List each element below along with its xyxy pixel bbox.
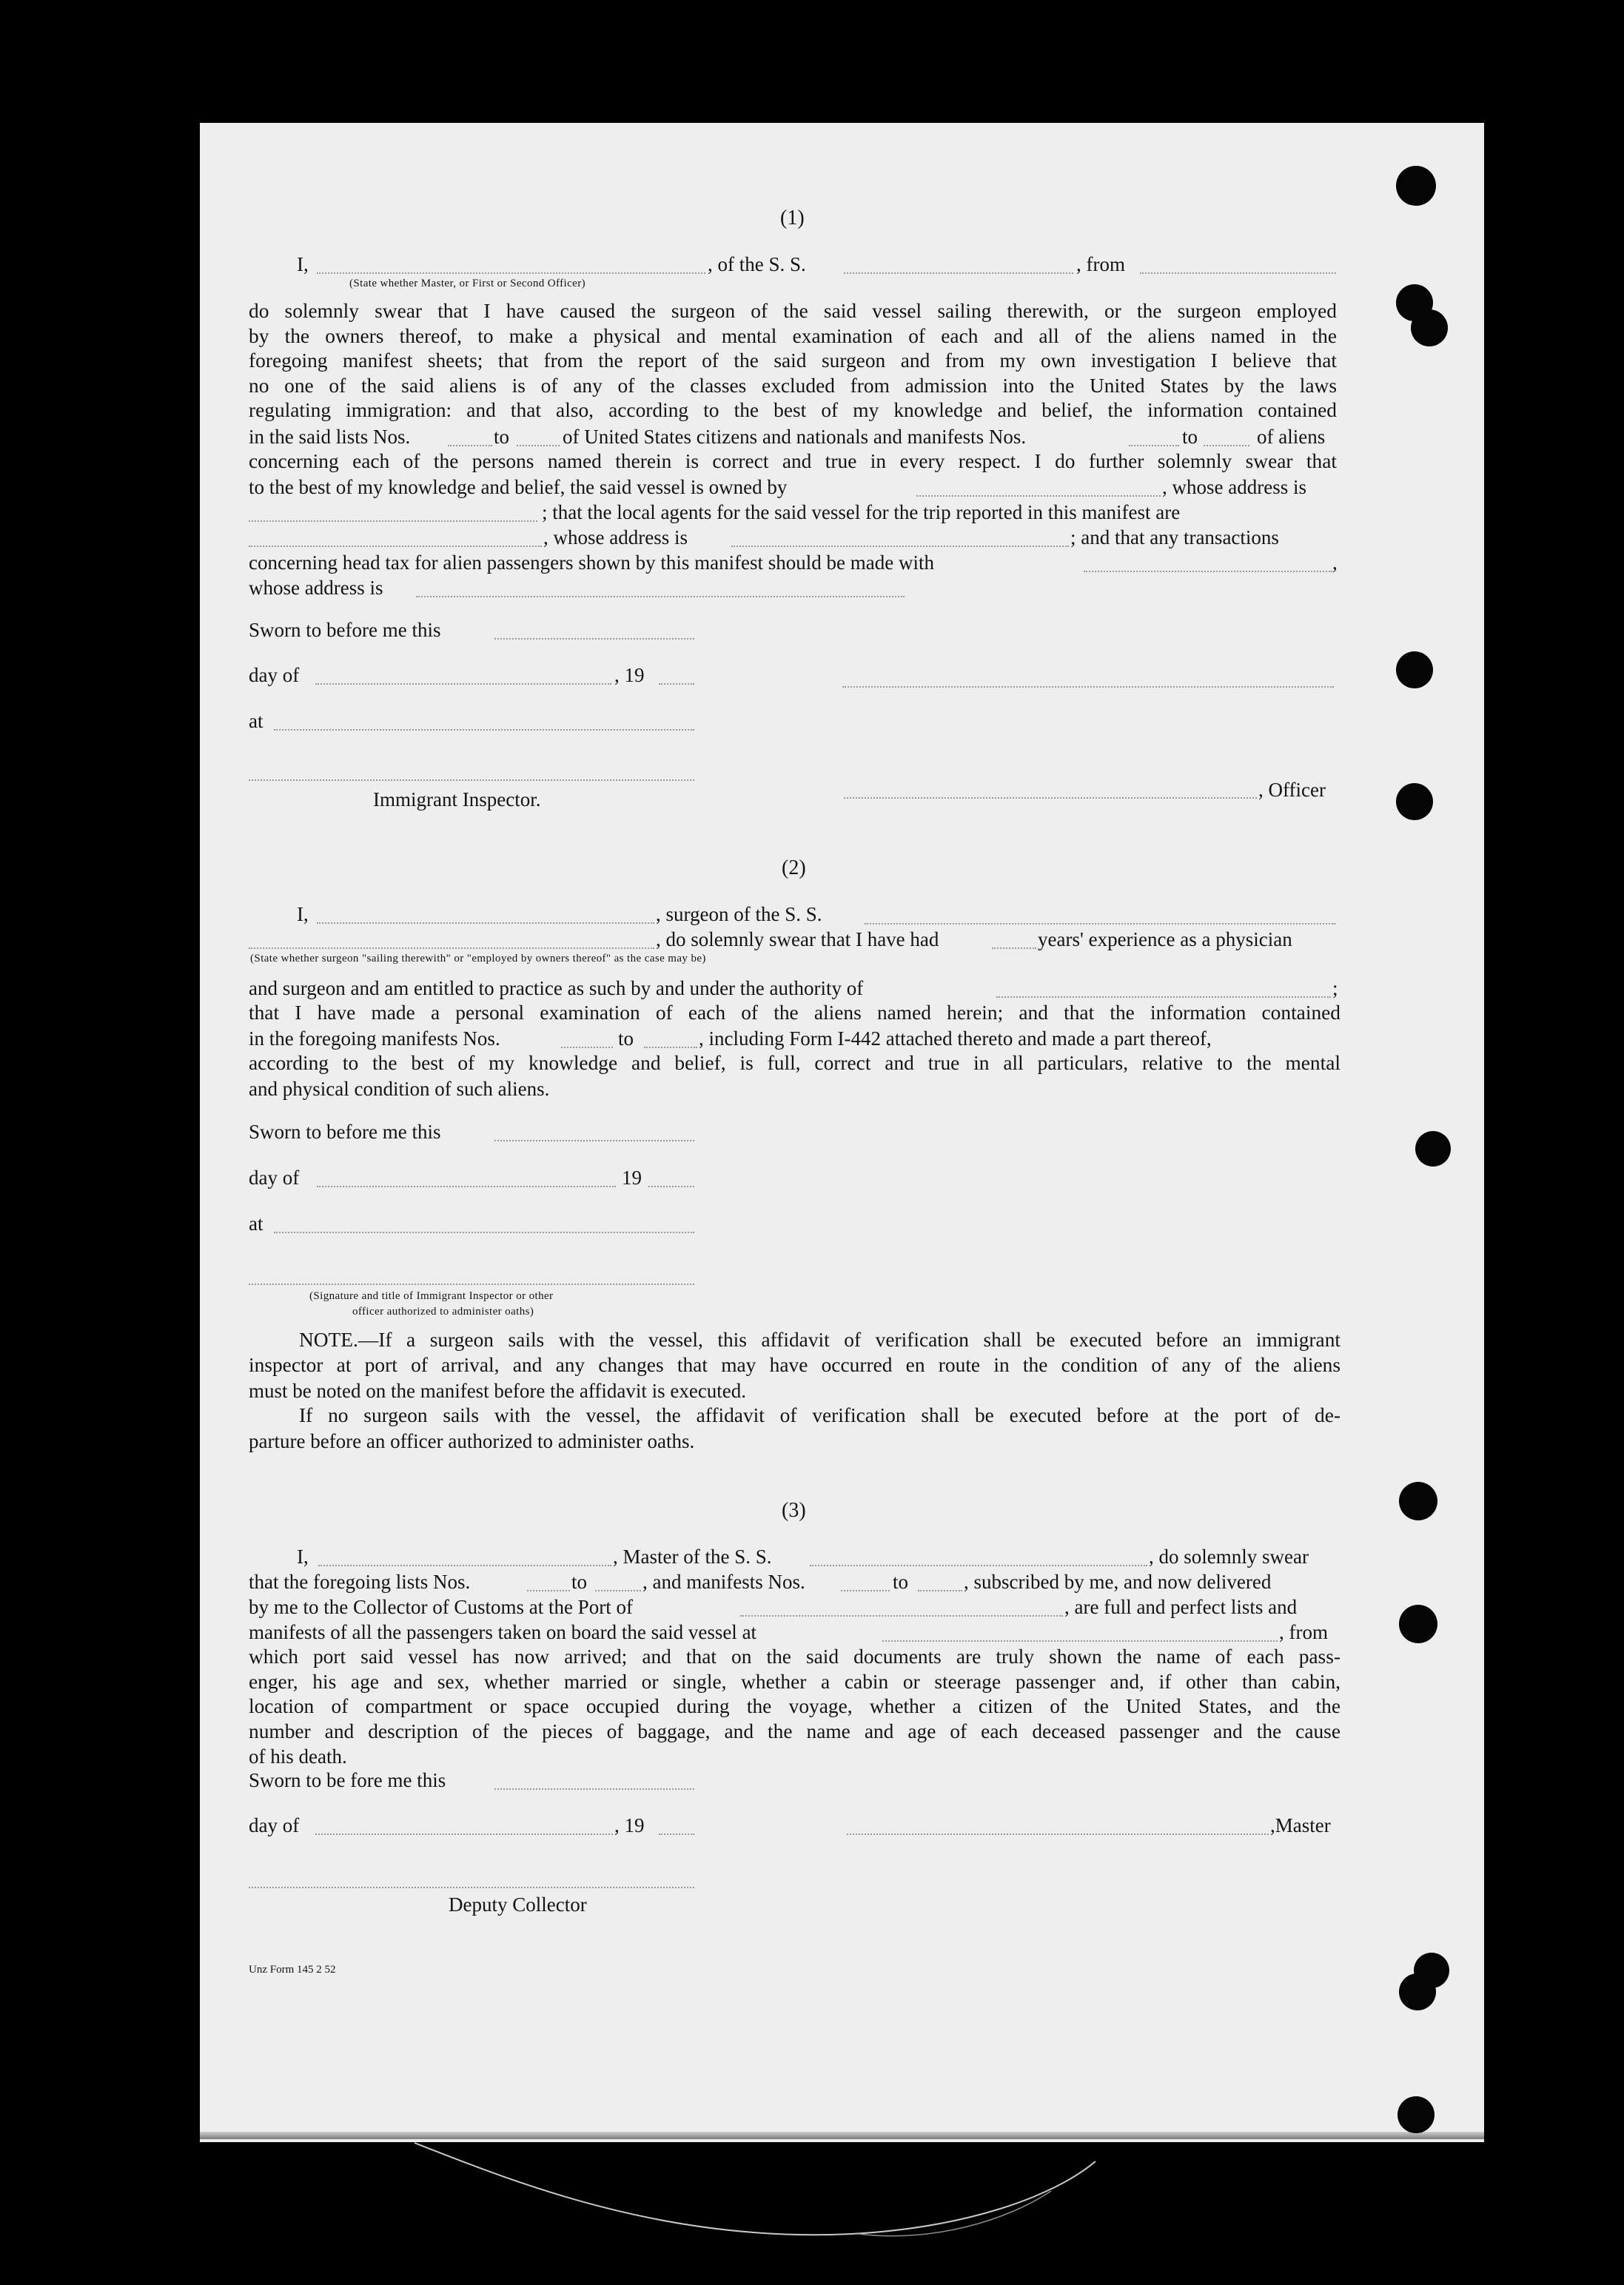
s3-body-line: which port said vessel has now arrived; and that on the said documents are truly shown the name of each pass- [249,1645,1341,1668]
s3-to-label: to [893,1571,909,1593]
s3-sworn-label: Sworn to be fore me this [249,1769,446,1791]
punch-hole [1396,166,1436,206]
s1-comma: , [1332,551,1338,574]
s1-head-tax-address-label: whose address is [249,577,383,599]
s2-at-place-field[interactable] [274,1232,694,1233]
s1-day-of-label: day of [249,664,300,686]
s3-manifests-label: , and manifests Nos. [642,1571,805,1593]
s3-month-field[interactable] [315,1833,613,1835]
s1-from-port-field[interactable] [1140,272,1336,274]
s1-year-label: , 19 [614,664,645,686]
s1-body-line: regulating immigration: and that also, according to the best of my knowledge and belief, the information contained [249,399,1337,422]
note-line: parture before an officer authorized to administer oaths. [249,1430,695,1452]
s1-aliens-label: of aliens [1257,426,1326,448]
note-paragraph-2 [299,1403,1341,1429]
s3-port-field[interactable] [740,1615,1063,1617]
s2-sworn-date-field[interactable] [494,1140,694,1141]
punch-hole [1396,783,1433,820]
s2-year-field[interactable] [648,1186,694,1187]
s1-i-label: I, [297,253,309,275]
s1-to-label: to [1182,426,1198,448]
s3-body-paragraph [249,1645,1341,1744]
s3-deputy-signature-field[interactable] [249,1887,694,1888]
punch-hole [1411,309,1448,346]
s3-year-label: , 19 [614,1814,645,1836]
s3-body-line: enger, his age and sex, whether married or single, whether a cabin or steerage passenger and, if other than cabin, [249,1670,1341,1693]
s3-deputy-label: Deputy Collector [449,1893,587,1916]
s2-vessel-name-field[interactable] [865,923,1335,925]
s1-sworn-label: Sworn to before me this [249,619,441,641]
s2-manifests-from-field[interactable] [561,1047,613,1048]
s3-swear-label: , do solemnly swear [1149,1546,1309,1568]
punch-hole [1396,651,1433,688]
s2-years-field[interactable] [992,947,1036,949]
s1-body-line: no one of the said aliens is of any of the classes excluded from admission into the United States by the laws [249,374,1337,397]
s1-local-agents-label: ; that the local agents for the said vessel for the trip reported in this manifest are [542,501,1181,523]
s2-years-label: years' experience as a physician [1038,928,1292,950]
s1-month-field[interactable] [315,683,611,685]
s2-including-label: , including Form I-442 attached thereto and made a part thereof, [699,1027,1212,1050]
s2-authority-field[interactable] [996,996,1331,998]
s1-head-tax-label: concerning head tax for alien passengers shown by this manifest should be made with [249,551,935,574]
s2-body-line-6: according to the best of my knowledge and belief, is full, correct and true in all particulars, relative to the mental [249,1052,1341,1074]
s3-master-signature-field[interactable] [847,1833,1269,1835]
s3-lists-label: that the foregoing lists Nos. [249,1571,471,1593]
note-paragraph [249,1328,1341,1378]
s3-from-label: , from [1279,1621,1328,1643]
s1-officer-name-field[interactable] [317,272,705,274]
s3-i-label: I, [297,1546,309,1568]
s1-owner-address-field[interactable] [249,520,537,522]
s1-manifests-from-field[interactable] [1129,445,1179,446]
s3-lists-to-field[interactable] [595,1590,641,1591]
s2-body-line-4: that I have made a personal examination of each of the aliens named herein; and that the information contained [249,1001,1341,1024]
s3-master-of-label: , Master of the S. S. [613,1546,772,1568]
s1-year-field[interactable] [659,683,694,685]
s1-inspector-label: Immigrant Inspector. [373,788,541,811]
s2-surgeon-note: (State whether surgeon "sailing therewith" or "employed by owners thereof" as the case may be) [250,953,706,964]
s1-at-place-field[interactable] [274,729,694,731]
s3-lists-from-field[interactable] [527,1590,570,1591]
s2-year-label: 19 [622,1167,642,1189]
s2-i-label: I, [297,903,309,925]
note-line: If no surgeon sails with the vessel, the affidavit of verification shall be executed before at the port of de- [299,1404,1341,1426]
s1-at-label: at [249,710,264,732]
s1-owned-by-label: to the best of my knowledge and belief, the said vessel is owned by [249,476,788,498]
s2-surgeon-of-label: , surgeon of the S. S. [656,903,822,925]
s2-inspector-signature-field[interactable] [249,1284,694,1285]
s3-taken-at-field[interactable] [882,1640,1278,1642]
s2-day-of-label: day of [249,1167,300,1189]
s1-agent-address-label: , whose address is [543,526,688,548]
s2-manifests-label: in the foregoing manifests Nos. [249,1027,500,1050]
punch-hole [1399,1973,1436,2010]
s1-local-agents-field[interactable] [249,546,542,547]
s2-authority-label: and surgeon and am entitled to practice as such by and under the authority of [249,977,864,999]
s1-body-line: do solemnly swear that I have caused the surgeon of the said vessel sailing therewith, or the surgeon employed [249,300,1337,322]
punch-hole [1399,1605,1437,1643]
s2-signature-note: officer authorized to administer oaths) [352,1306,534,1318]
s1-agent-address-field[interactable] [731,546,1069,547]
punch-hole [1415,1131,1451,1167]
s3-manifests-to-field[interactable] [918,1590,962,1591]
s3-collector-label: by me to the Collector of Customs at the Port of [249,1596,633,1618]
s1-body-line: by the owners thereof, to make a physical and mental examination of each and all of the aliens named in the [249,324,1337,347]
s1-from-label: , from [1076,253,1125,275]
s3-body-line: number and description of the pieces of baggage, and the name and age of each deceased passenger and the cause [249,1719,1341,1742]
s1-manifests-to-field[interactable] [1204,445,1249,446]
s2-at-label: at [249,1212,264,1235]
s2-surgeon-name-field[interactable] [317,922,654,924]
s1-lists-from-field[interactable] [448,445,492,446]
s1-owner-field[interactable] [916,495,1161,497]
s1-body-paragraph [249,299,1337,423]
s1-officer-signature-field[interactable] [844,797,1257,799]
s2-month-field[interactable] [317,1186,616,1187]
s2-swear-label: , do solemnly swear that I have had [656,928,939,950]
s1-owner-address-label: , whose address is [1162,476,1306,498]
s2-to-label: to [618,1027,634,1050]
s3-taken-at-label: manifests of all the passengers taken on board the said vessel at [249,1621,757,1643]
s3-to-label: to [571,1571,588,1593]
s3-master-label: ,Master [1270,1814,1331,1836]
s2-sworn-label: Sworn to before me this [249,1121,441,1143]
form-id: Unz Form 145 2 52 [249,1964,336,1976]
note-line: NOTE.—If a surgeon sails with the vessel, this affidavit of verification shall be executed before an immigrant [299,1329,1341,1351]
s3-sworn-date-field[interactable] [494,1788,694,1790]
s2-surgeon-capacity-field[interactable] [249,947,654,949]
s3-body-last-line: of his death. [249,1745,347,1768]
s1-lists-to-field[interactable] [517,445,560,446]
note-line: must be noted on the manifest before the affidavit is executed. [249,1380,747,1402]
s3-body-line: location of compartment or space occupied during the voyage, whether a citizen of the United States, and the [249,1695,1341,1718]
s1-head-tax-field[interactable] [1084,571,1332,572]
section-1-number: (1) [780,207,805,229]
s1-inspector-signature-field[interactable] [249,779,694,781]
note-line: inspector at port of arrival, and any changes that may have occurred en route in the condition of any of the aliens [249,1353,1341,1376]
s1-transactions-label: ; and that any transactions [1070,526,1279,548]
s1-sworn-date-field[interactable] [494,638,694,640]
s2-body-line-7: and physical condition of such aliens. [249,1078,550,1100]
s1-manifests-label: of United States citizens and nationals and manifests Nos. [563,426,1027,448]
s3-vessel-name-field[interactable] [810,1565,1147,1566]
s1-of-ss-label: , of the S. S. [708,253,806,275]
s3-year-field[interactable] [659,1833,694,1835]
punch-hole [1397,2096,1435,2133]
punch-hole [1399,1482,1437,1520]
s1-body-line: foregoing manifest sheets; that from the report of the said surgeon and from my own investigation I believe that [249,349,1337,372]
s3-day-of-label: day of [249,1814,300,1836]
s2-manifests-to-field[interactable] [644,1047,697,1048]
s3-manifests-from-field[interactable] [841,1590,890,1591]
s1-officer-label: , Officer [1258,779,1326,801]
s1-lists-label: in the said lists Nos. [249,426,411,448]
s1-to-label: to [494,426,510,448]
s2-semicolon: ; [1332,977,1338,999]
section-3-number: (3) [782,1499,806,1522]
section-2-number: (2) [782,856,806,879]
s1-officer-note: (State whether Master, or First or Second Officer) [349,278,586,289]
s3-master-name-field[interactable] [318,1565,611,1566]
s2-signature-note: (Signature and title of Immigrant Inspector or other [309,1290,554,1302]
s3-subscribed-label: , subscribed by me, and now delivered [964,1571,1272,1593]
page-bottom-edge [200,2132,1484,2139]
s1-body-line-7: concerning each of the persons named therein is correct and true in every respect. I do further solemnly swear that [249,450,1337,472]
s1-master-signature-field[interactable] [842,686,1334,688]
s1-head-tax-address-field[interactable] [416,596,905,597]
s3-perfect-lists-label: , are full and perfect lists and [1064,1596,1298,1618]
s1-vessel-name-field[interactable] [844,272,1073,274]
